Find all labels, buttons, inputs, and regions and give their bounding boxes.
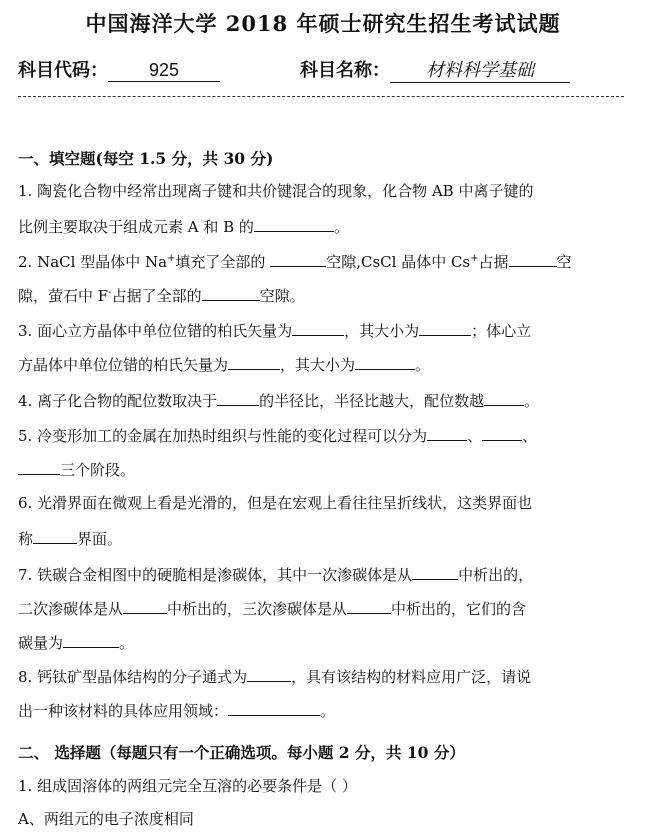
subject-code-value: 925 bbox=[108, 60, 220, 82]
q3-line1 bbox=[18, 319, 630, 341]
answer-blank bbox=[484, 389, 524, 406]
answer-blank bbox=[123, 597, 167, 614]
answer-blank bbox=[228, 353, 280, 370]
q2-text: 隙，萤石中 F bbox=[18, 287, 109, 305]
s2-q1: 1. 组成固溶体的两组元完全互溶的必要条件是（ ） bbox=[18, 777, 357, 795]
answer-blank bbox=[247, 665, 291, 682]
q5-line1 bbox=[18, 424, 630, 446]
q3-text: 方晶体中单位位错的柏氏矢量为 bbox=[18, 356, 229, 374]
answer-blank bbox=[18, 458, 60, 475]
q1-line1: 1. 陶瓷化合物中经常出现离子键和共价键混合的现象，化合物 AB 中离子键的 bbox=[18, 182, 534, 200]
answer-blank bbox=[355, 353, 415, 370]
q8-text: 。 bbox=[320, 702, 336, 720]
q2-text: 2. NaCl 型晶体中 Na bbox=[18, 253, 168, 271]
q7-text: 二次渗碳体是从 bbox=[18, 600, 124, 618]
subject-name bbox=[300, 56, 570, 83]
subject-code-label: 科目代码： bbox=[18, 60, 108, 81]
q3-text: ，其大小为 bbox=[344, 322, 420, 340]
q2-line1 bbox=[18, 250, 630, 272]
q7-text: 。 bbox=[119, 634, 135, 652]
q2-text: 空 bbox=[556, 253, 572, 271]
q8-text: ，具有该结构的材料应用广泛，请说 bbox=[291, 668, 532, 686]
answer-blank bbox=[347, 597, 391, 614]
q2-text: 占据了全部的 bbox=[111, 287, 202, 305]
answer-blank bbox=[228, 699, 320, 716]
answer-blank bbox=[202, 284, 260, 301]
answer-blank bbox=[270, 250, 326, 267]
answer-blank bbox=[412, 563, 458, 580]
q5-text: 三个阶段。 bbox=[60, 461, 136, 479]
q6-line1: 6. 光滑界面在微观上看是光滑的，但是在宏观上看往往呈折线状，这类界面也 bbox=[18, 494, 533, 512]
q5-text: 5. 冷变形加工的金属在加热时组织与性能的变化过程可以分为 bbox=[18, 427, 428, 445]
answer-blank bbox=[482, 424, 522, 441]
s2-q1-option-a: A、两组元的电子浓度相同 bbox=[18, 810, 194, 828]
q1-text: 比例主要取决于组成元素 A 和 B 的 bbox=[18, 218, 254, 236]
q8-line2 bbox=[18, 699, 630, 721]
q7-text: 中析出的，它们的含 bbox=[391, 600, 527, 618]
subject-code bbox=[18, 56, 220, 82]
q8-text: 出一种该材料的具体应用领域： bbox=[18, 702, 229, 720]
q7-line2 bbox=[18, 597, 630, 619]
q7-text: 中析出的， bbox=[458, 566, 534, 584]
answer-blank bbox=[427, 424, 467, 441]
section1-heading: 一、填空题(每空 1.5 分，共 30 分) bbox=[18, 149, 274, 168]
answer-blank bbox=[217, 389, 259, 406]
q3-text: ；体心立 bbox=[471, 322, 532, 340]
sup-plus: + bbox=[470, 253, 479, 264]
q5-line2 bbox=[18, 458, 630, 480]
q2-text: 填充了全部的 bbox=[175, 253, 271, 271]
answer-blank bbox=[292, 319, 344, 336]
q2-text: 空隙,CsCl 晶体中 Cs bbox=[326, 253, 471, 271]
q5-text: 、 bbox=[522, 427, 538, 445]
q3-line2 bbox=[18, 353, 630, 375]
q4-text: 。 bbox=[524, 392, 540, 410]
q8-text: 8. 钙钛矿型晶体结构的分子通式为 bbox=[18, 668, 248, 686]
q5-text: 、 bbox=[467, 427, 483, 445]
answer-blank bbox=[63, 631, 119, 648]
q4-line bbox=[18, 389, 630, 411]
q2-line2 bbox=[18, 284, 630, 306]
q1-line2 bbox=[18, 215, 630, 237]
exam-title: 中国海洋大学 2018 年硕士研究生招生考试试题 bbox=[85, 11, 561, 36]
sup-minus: - bbox=[108, 287, 112, 298]
q6-line2 bbox=[18, 527, 630, 549]
q7-line3 bbox=[18, 631, 630, 653]
q4-text: 的半径比，半径比越大，配位数越 bbox=[259, 392, 485, 410]
q1-end: 。 bbox=[333, 218, 349, 236]
q3-text: 3. 面心立方晶体中单位位错的柏氏矢量为 bbox=[18, 322, 293, 340]
q7-text: 碳量为 bbox=[18, 634, 64, 652]
subject-name-label: 科目名称： bbox=[300, 60, 390, 81]
q7-text: 中析出的，三次渗碳体是从 bbox=[167, 600, 348, 618]
dashed-divider bbox=[18, 96, 624, 97]
q7-line1 bbox=[18, 563, 630, 585]
q3-text: 。 bbox=[415, 356, 431, 374]
q6-text: 称 bbox=[18, 530, 34, 548]
q7-text: 7. 铁碳合金相图中的硬脆相是渗碳体，其中一次渗碳体是从 bbox=[18, 566, 413, 584]
q6-text: 界面。 bbox=[77, 530, 123, 548]
subject-name-value: 材料科学基础 bbox=[390, 56, 570, 83]
sup-plus: + bbox=[167, 253, 176, 264]
q4-text: 4. 离子化合物的配位数取决于 bbox=[18, 392, 218, 410]
answer-blank bbox=[419, 319, 471, 336]
q8-line1 bbox=[18, 665, 630, 687]
q3-text: ，其大小为 bbox=[280, 356, 356, 374]
answer-blank bbox=[33, 527, 77, 544]
q2-text: 空隙。 bbox=[259, 287, 305, 305]
q2-text: 占据 bbox=[478, 253, 509, 271]
answer-blank bbox=[254, 215, 334, 232]
answer-blank bbox=[509, 250, 557, 267]
section2-heading: 二、 选择题（每题只有一个正确选项。每小题 2 分，共 10 分） bbox=[18, 743, 465, 762]
